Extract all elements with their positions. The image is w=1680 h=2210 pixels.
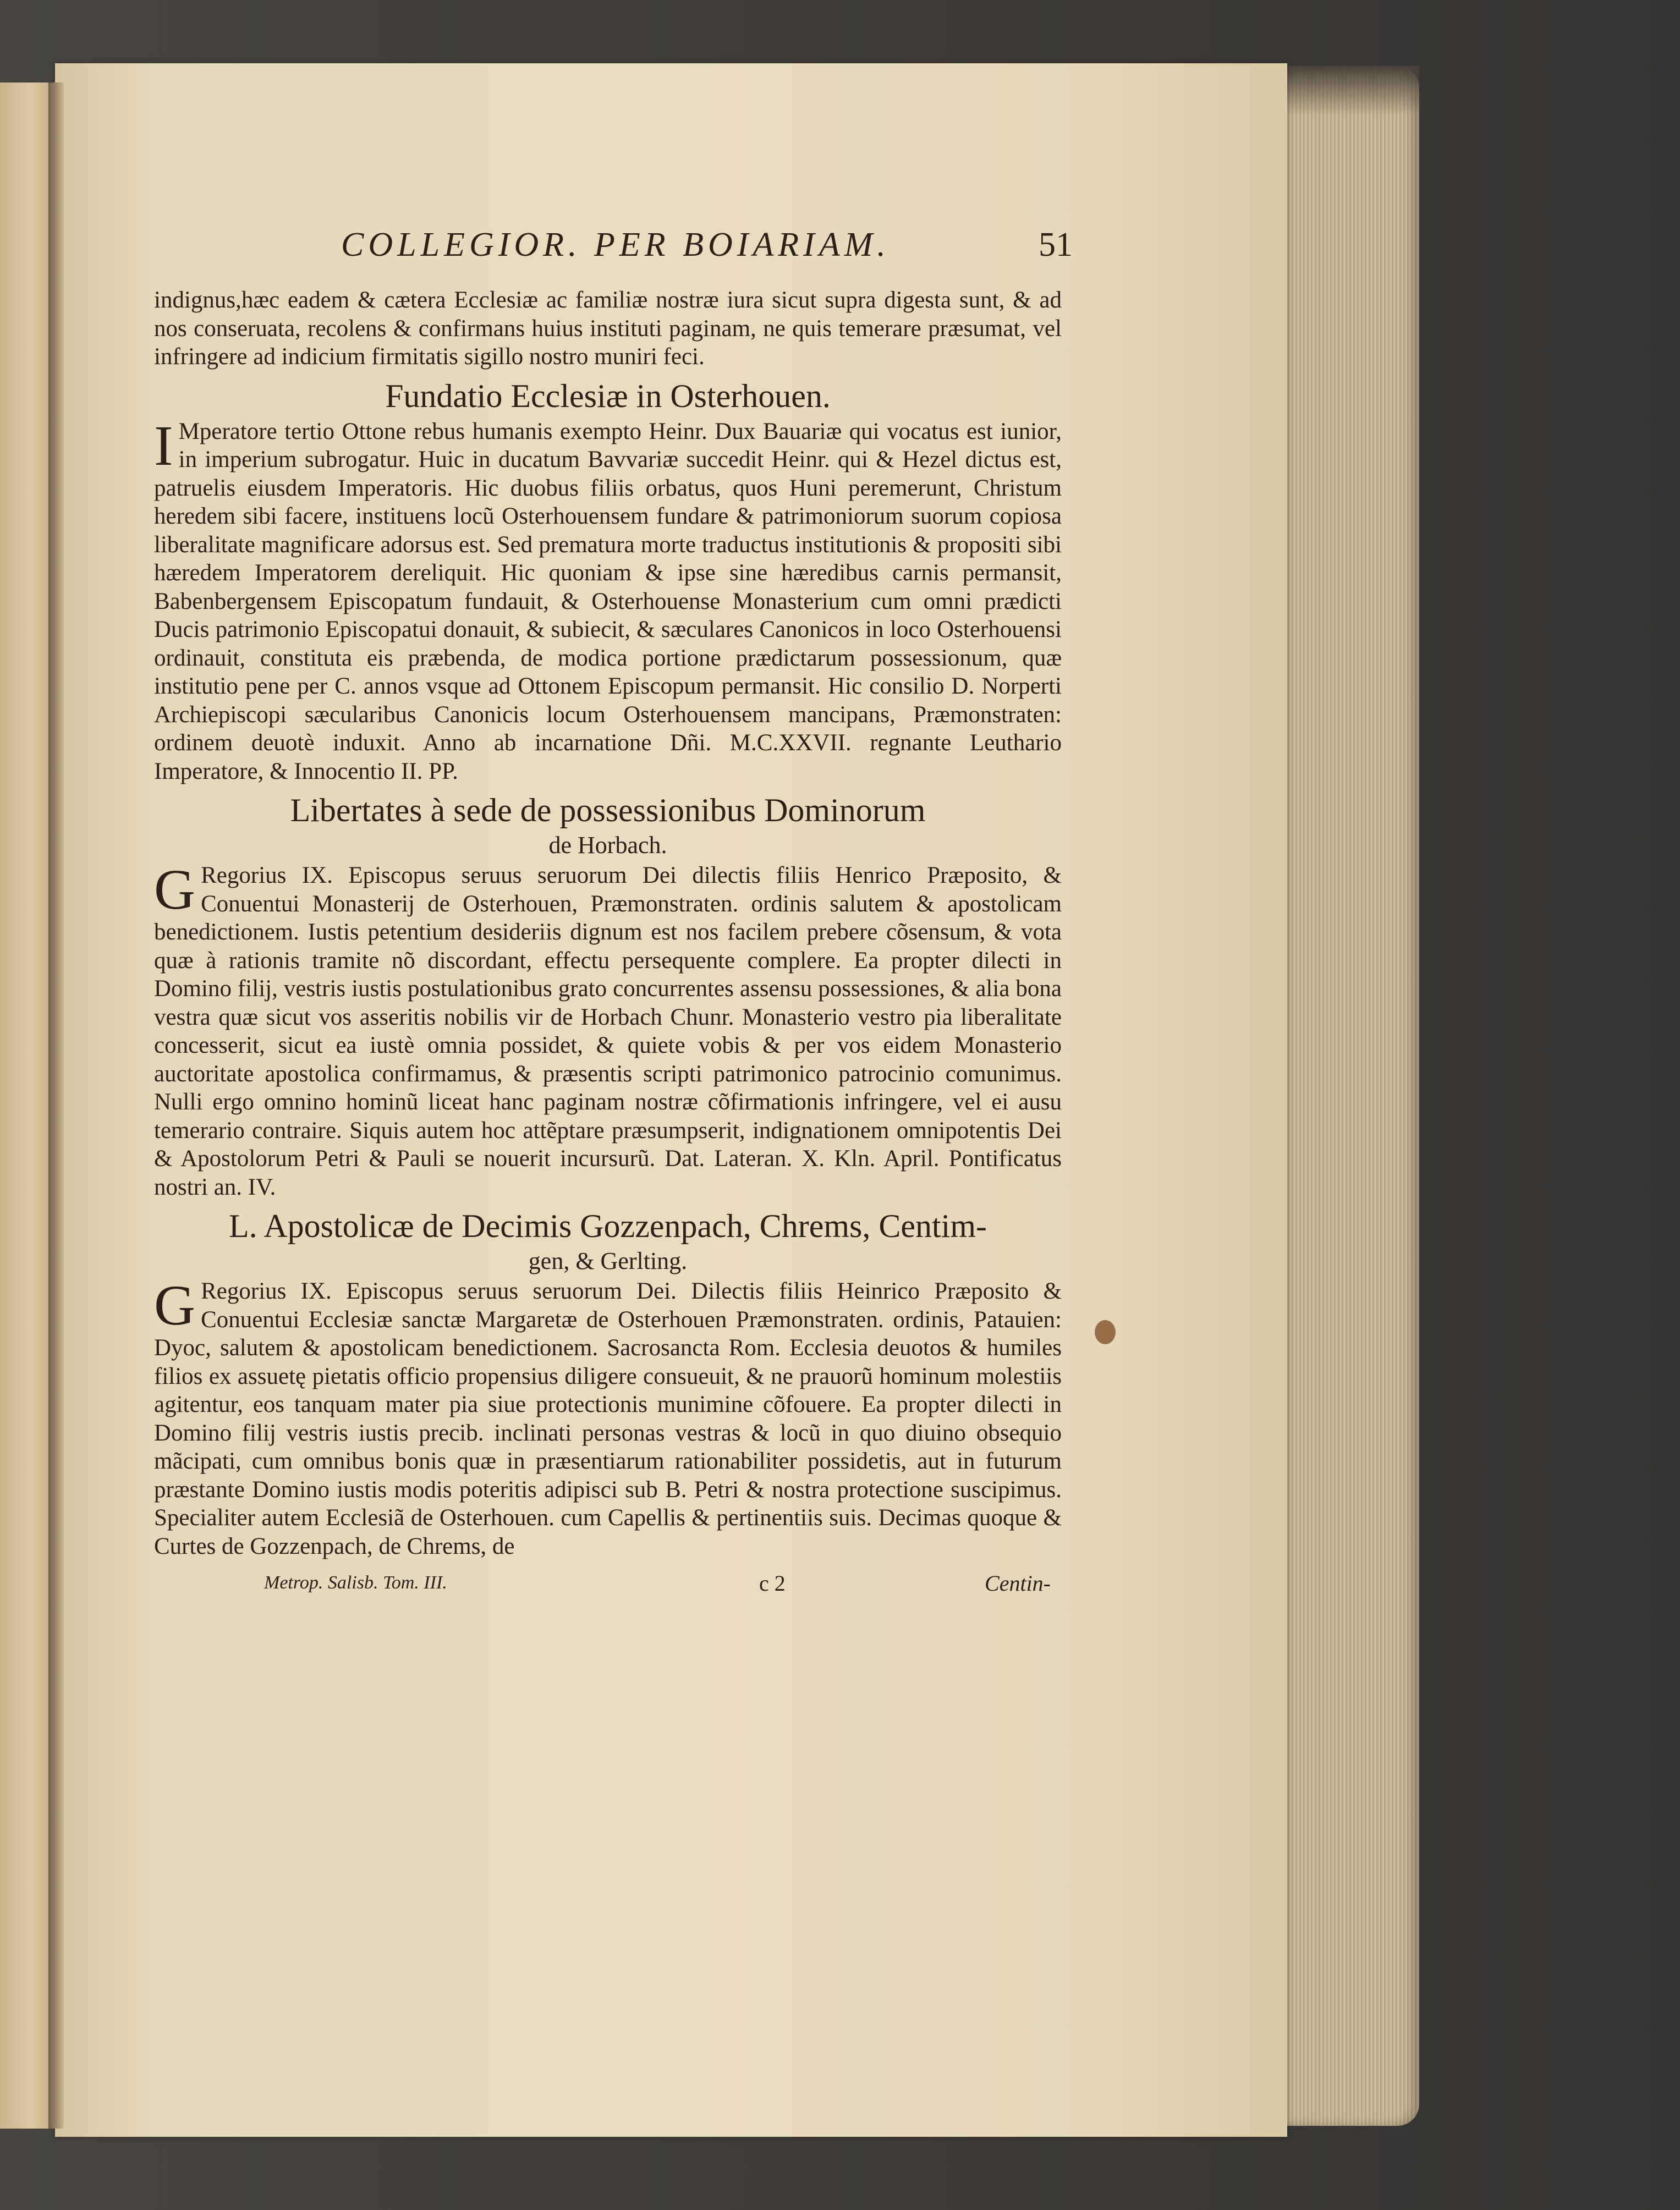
drop-cap-initial: G	[154, 858, 196, 921]
section-heading: Libertates à sede de possessionibus Dominorum	[290, 792, 926, 828]
drop-cap-initial: G	[154, 1274, 196, 1337]
body-paragraph	[154, 1274, 1062, 1560]
body-paragraph	[154, 414, 1062, 786]
body-paragraph	[154, 286, 1062, 371]
paragraph-text: Regorius IX. Episcopus seruus seruorum Dei dilectis filiis Henrico Præposito, & Conuentui Monasterij de Osterhouen, Præmonstraten. ordinis salutem & apostolicam benedictionem. Iustis petentium desideriis dignum est nos facilem prebere cõsensum, & vota quæ à rationis tramite nõ discordant, effectu persequente complere. Ea propter dilecti in Domino filij, vestris iustis postulationibus grato concurrentes assensu possessiones, & alia bona vestra quæ sicut vos asseritis nobilis vir de Horbach Chunr. Monasterio vestro pia liberalitate concesserit, sicut ea iustè omnia possidet, & quiete vobis & per vos eidem Monasterio auctoritate apostolica confirmamus, & præsentis scripti patrimonico patrocinio comunimus. Nulli ergo omnino hominũ liceat hanc paginam nostræ cõfirmationis infringere, vel ei ausu temerario contraire. Siquis autem hoc attẽptare præsumpserit, indignationem omnipotentis Dei & Apostolorum Petri & Pauli se nouerit incursurũ. Dat. Lateran. X. Kln. April. Pontificatus nostri an. IV.	[154, 862, 1062, 1200]
section-subheading: de Horbach.	[548, 832, 667, 859]
running-head-title: COLLEGIOR. PER BOIARIAM.	[341, 226, 890, 263]
book-fore-edge-shadow	[1282, 66, 1419, 116]
body-paragraph	[154, 858, 1062, 1201]
page-gutter	[48, 83, 64, 2129]
paragraph-text: Mperatore tertio Ottone rebus humanis exempto Heinr. Dux Bauariæ qui vocatus est iunior, in imperium subrogatur. Huic in ducatum Bavvariæ succedit Heinr. qui & Hezel dictus est, patruelis eiusdem Imperatoris. Hic duobus filiis orbatus, quos Huni peremerunt, Christum heredem sibi facere, instituens locũ Osterhouensem fundare & patrimoniorum suorum copiosa liberalitate magnificare adorsus est. Sed prematura morte traductus institutionis & propositi sibi hæredem Imperatorem dereliquit. Hic quoniam & ipse sine hæredibus carnis permansit, Babenbergensem Episcopatum fundauit, & Osterhouense Monasterium cum omni prædicti Ducis patrimonio Episcopatui donauit, & subiecit, & sæculares Canonicos in loco Osterhouensi ordinauit, constituta eis præbenda, de modica portione prædictarum possessionum, quæ institutio pene per C. annos vsque ad Ottonem Episcopum permansit. Hic consilio D. Norperti Archiepiscopi sæcularibus Canonicis locum Osterhouensem mancipans, Præmonstraten: ordinem deuotè induxit. Anno ab incarnatione Dñi. M.C.XXVII. regnante Leuthario Imperatore, & Innocentio II. PP.	[154, 418, 1062, 784]
text-blocks	[154, 286, 1062, 1560]
running-head	[154, 226, 1073, 286]
paragraph-text: indignus,hæc eadem & cætera Ecclesiæ ac familiæ nostræ iura sicut supra digesta sunt, & ad nos conseruata, recolens & confirmans huius instituti paginam, ne quis temerare præsumat, vel infringere ad indicium firmitatis sigillo nostro muniri feci.	[154, 287, 1062, 370]
book-fore-edge	[1282, 66, 1419, 2126]
footer-catchword: Centin-	[985, 1571, 1051, 1596]
section-subheading: gen, & Gerlting.	[528, 1247, 688, 1274]
page-number: 51	[1039, 226, 1073, 263]
drop-cap-initial: I	[154, 414, 173, 477]
section-heading: L. Apostolicæ de Decimis Gozzenpach, Chrems, Centim-	[228, 1208, 987, 1244]
page-footer	[154, 1568, 1062, 1607]
footer-signature-mark: c 2	[759, 1571, 786, 1596]
foxing-spot	[1095, 1320, 1116, 1344]
section-heading: Fundatio Ecclesiæ in Osterhouen.	[385, 377, 831, 414]
left-page-edge	[0, 83, 55, 2129]
paragraph-text: Regorius IX. Episcopus seruus seruorum Dei. Dilectis filiis Heinrico Præposito & Conuentui Ecclesiæ sanctæ Margaretæ de Osterhouen Præmonstraten. ordinis, Patauien: Dyoc, salutem & apostolicam benedictionem. Sacrosancta Rom. Ecclesia deuotos & humiles filios ex assuetę pietatis officio propensius diligere consueuit, & ne prauorũ hominum molestiis agitentur, eos tanquam mater pia siue protectionis munimine cõfouere. Ea propter dilecti in Domino filij vestris iustis precib. inclinati personas vestras & locũ in quo diuino obsequio mãcipati, cum omnibus bonis quæ in præsentiarum rationabiliter possidetis, aut in futurum præstante Domino iustis modis poteritis adipisci sub B. Petri & nostra protectione suscipimus. Specialiter autem Ecclesiã de Osterhouen. cum Capellis & pertinentiis suis. Decimas quoque & Curtes de Gozzenpach, de Chrems, de	[154, 1278, 1062, 1559]
footer-signature-title: Metrop. Salisb. Tom. III.	[264, 1573, 447, 1593]
page-text-block	[154, 226, 1073, 1607]
